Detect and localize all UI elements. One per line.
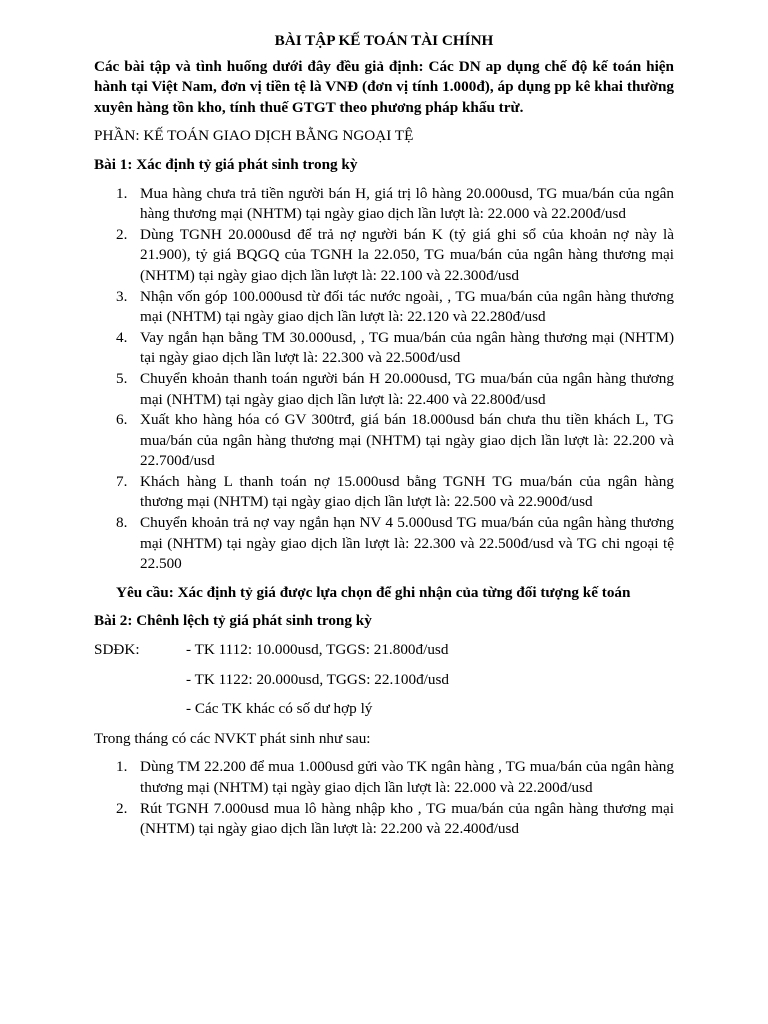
item-number: 1. <box>116 758 128 776</box>
document-title: BÀI TẬP KẾ TOÁN TÀI CHÍNH <box>274 32 494 49</box>
opening-balance-line: - TK 1112: 10.000usd, TGGS: 21.800đ/usd <box>186 641 449 659</box>
item-number: 8. <box>116 514 128 532</box>
list-item <box>94 184 674 225</box>
transactions-intro: Trong tháng có các NVKT phát sinh như sau: <box>94 729 371 747</box>
list-item <box>94 757 674 798</box>
exercise-1-heading: Bài 1: Xác định tỷ giá phát sinh trong kỳ <box>94 155 358 173</box>
list-item <box>94 799 674 840</box>
list-item <box>94 287 674 328</box>
item-text: Khách hàng L thanh toán nợ 15.000usd bằng TGNH TG mua/bán của ngân hàng thương mại (NHTM) tại ngày giao dịch lần lượt là: 22.500 và 22.900đ/usd <box>140 472 674 511</box>
exercise-2-list <box>94 757 674 839</box>
list-item <box>94 225 674 287</box>
opening-balance-line: - TK 1122: 20.000usd, TGGS: 22.100đ/usd <box>186 670 449 688</box>
item-text: Nhận vốn góp 100.000usd từ đối tác nước ngoài, , TG mua/bán của ngân hàng thương mại (NHTM) tại ngày giao dịch lần lượt là: 22.120 và 22.280đ/usd <box>140 287 674 326</box>
item-text: Xuất kho hàng hóa có GV 300trđ, giá bán 18.000usd bán chưa thu tiền khách L, TG mua/bán của ngân hàng thương mại (NHTM) tại ngày giao dịch lần lượt là: 22.200 và 22.700đ/usd <box>140 411 674 470</box>
list-item <box>94 328 674 369</box>
item-text: Chuyển khoản thanh toán người bán H 20.000usd, TG mua/bán của ngân hàng thương mại (NHTM) tại ngày giao dịch lần lượt là: 22.400 và 22.800đ/usd <box>140 369 674 408</box>
exercise-2-heading: Bài 2: Chênh lệch tỷ giá phát sinh trong kỳ <box>94 612 372 630</box>
opening-balance-label: SDĐK: <box>94 641 140 659</box>
exercise-1-list <box>94 184 674 575</box>
item-number: 2. <box>116 225 128 243</box>
item-text: Mua hàng chưa trả tiền người bán H, giá trị lô hàng 20.000usd, TG mua/bán của ngân hàng thương mại (NHTM) tại ngày giao dịch lần lượt là: 22.000 và 22.200đ/usd <box>140 184 674 223</box>
list-item <box>94 369 674 410</box>
opening-balance-row <box>94 640 674 661</box>
item-text: Dùng TGNH 20.000usd để trả nợ người bán K (tỷ giá ghi sổ của khoản nợ này là 21.900), tỷ giá BQGQ của TGNH la 22.050, TG mua/bán của ngân hàng thương mại (NHTM) tại ngày giao dịch lần lượt là: 22.100 và 22.300đ/usd <box>140 225 674 284</box>
opening-balance-row <box>94 670 674 691</box>
item-number: 4. <box>116 328 128 346</box>
opening-balance-row <box>94 699 674 720</box>
item-number: 6. <box>116 411 128 429</box>
intro-paragraph: Các bài tập và tình huống dưới đây đều giả định: Các DN ap dụng chế độ kế toán hiện hành tại Việt Nam, đơn vị tiền tệ là VNĐ (đơn vị tính 1.000đ), áp dụng pp kê khai thường xuyên hàng tồn kho, tính thuế GTGT theo phương pháp khấu trừ. <box>94 57 674 116</box>
item-number: 1. <box>116 184 128 202</box>
item-text: Vay ngắn hạn bằng TM 30.000usd, , TG mua/bán của ngân hàng thương mại (NHTM) tại ngày giao dịch lần lượt là: 22.300 và 22.500đ/usd <box>140 328 674 367</box>
item-text: Chuyển khoản trả nợ vay ngắn hạn NV 4 5.000usd TG mua/bán của ngân hàng thương mại (NHTM) tại ngày giao dịch lần lượt là: 22.300 và 22.500đ/usd và TG chi ngoại tệ 22.500 <box>140 514 674 573</box>
section-heading: PHẦN: KẾ TOÁN GIAO DỊCH BẰNG NGOẠI TỆ <box>94 127 414 145</box>
list-item <box>94 410 674 472</box>
exercise-1-requirement: Yêu cầu: Xác định tỷ giá được lựa chọn để ghi nhận của từng đối tượng kế toán <box>116 583 631 601</box>
item-number: 5. <box>116 369 128 387</box>
item-number: 2. <box>116 799 128 817</box>
item-number: 7. <box>116 472 128 490</box>
list-item <box>94 513 674 575</box>
item-text: Dùng TM 22.200 để mua 1.000usd gửi vào TK ngân hàng , TG mua/bán của ngân hàng thương mại (NHTM) tại ngày giao dịch lần lượt là: 22.000 và 22.200đ/usd <box>140 758 674 796</box>
item-text: Rút TGNH 7.000usd mua lô hàng nhập kho , TG mua/bán của ngân hàng thương mại (NHTM) tại ngày giao dịch lần lượt là: 22.200 và 22.400đ/usd <box>140 799 674 838</box>
item-number: 3. <box>116 287 128 305</box>
list-item <box>94 472 674 513</box>
opening-balance-line: - Các TK khác có số dư hợp lý <box>186 700 373 718</box>
